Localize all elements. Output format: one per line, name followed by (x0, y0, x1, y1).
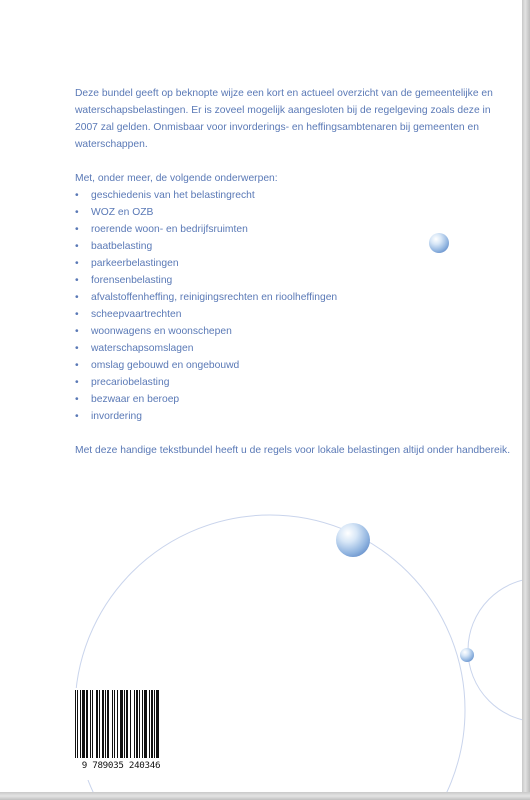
topic-label: afvalstoffenheffing, reinigingsrechten en rioolheffingen (91, 292, 338, 303)
bullet-icon: • (75, 360, 79, 371)
bullet-icon: • (75, 292, 79, 303)
bullet-icon: • (75, 309, 79, 320)
topic-item (75, 204, 515, 221)
bullet-icon: • (75, 207, 79, 218)
barcode-bars (74, 690, 166, 758)
topic-item (75, 391, 515, 408)
topic-item (75, 272, 515, 289)
topic-label: roerende woon- en bedrijfsruimten (91, 224, 248, 235)
topic-item (75, 306, 515, 323)
topic-item (75, 187, 515, 204)
cover-edge-bottom (0, 792, 530, 800)
bullet-icon: • (75, 377, 79, 388)
bullet-icon: • (75, 275, 79, 286)
topic-item (75, 374, 515, 391)
topic-label: woonwagens en woonschepen (91, 326, 232, 337)
bullet-icon: • (75, 326, 79, 337)
bullet-icon: • (75, 394, 79, 405)
bullet-icon: • (75, 241, 79, 252)
topic-item (75, 357, 515, 374)
bullet-icon: • (75, 411, 79, 422)
topics-intro: Met, onder meer, de volgende onderwerpen: (75, 173, 278, 184)
topic-label: parkeerbelastingen (91, 258, 179, 269)
closing-paragraph: Met deze handige tekstbundel heeft u de regels voor lokale belastingen altijd onder handbereik. (75, 445, 511, 456)
topic-label: WOZ en OZB (91, 207, 154, 218)
topics-list (75, 187, 515, 425)
topic-label: omslag gebouwd en ongebouwd (91, 360, 240, 371)
right-arc-circle (468, 578, 522, 722)
topic-label: precariobelasting (91, 377, 170, 388)
sphere-small-bottom (460, 648, 474, 662)
topic-item (75, 238, 515, 255)
cover-edge-right (522, 0, 530, 800)
topic-item (75, 340, 515, 357)
back-cover-text (75, 85, 515, 459)
topic-label: scheepvaartrechten (91, 309, 182, 320)
bullet-icon: • (75, 224, 79, 235)
topic-item (75, 221, 515, 238)
topic-item (75, 408, 515, 425)
topic-label: baatbelasting (91, 241, 153, 252)
topic-item (75, 323, 515, 340)
bullet-icon: • (75, 258, 79, 269)
topic-label: bezwaar en beroep (91, 394, 180, 405)
barcode-number: 9 789035 240346 (81, 760, 161, 771)
topic-label: invordering (91, 411, 142, 422)
bullet-icon: • (75, 190, 79, 201)
topic-label: waterschapsomslagen (91, 343, 194, 354)
sphere-large (336, 523, 370, 557)
topic-item (75, 289, 515, 306)
topic-label: forensenbelasting (91, 275, 173, 286)
intro-paragraph: Deze bundel geeft op beknopte wijze een kort en actueel overzicht van de gemeentelijke en waterschapsbelastingen. Er is zoveel mogelijk aangesloten bij de regelgeving zoals deze in 2007 zal gelden. Onmisbaar voor invorderings- en heffingsambtenaren bij gemeenten en waterschappen. (75, 88, 493, 150)
topic-label: geschiedenis van het belastingrecht (91, 190, 255, 201)
bullet-icon: • (75, 343, 79, 354)
topic-item (75, 255, 515, 272)
barcode (72, 688, 168, 780)
